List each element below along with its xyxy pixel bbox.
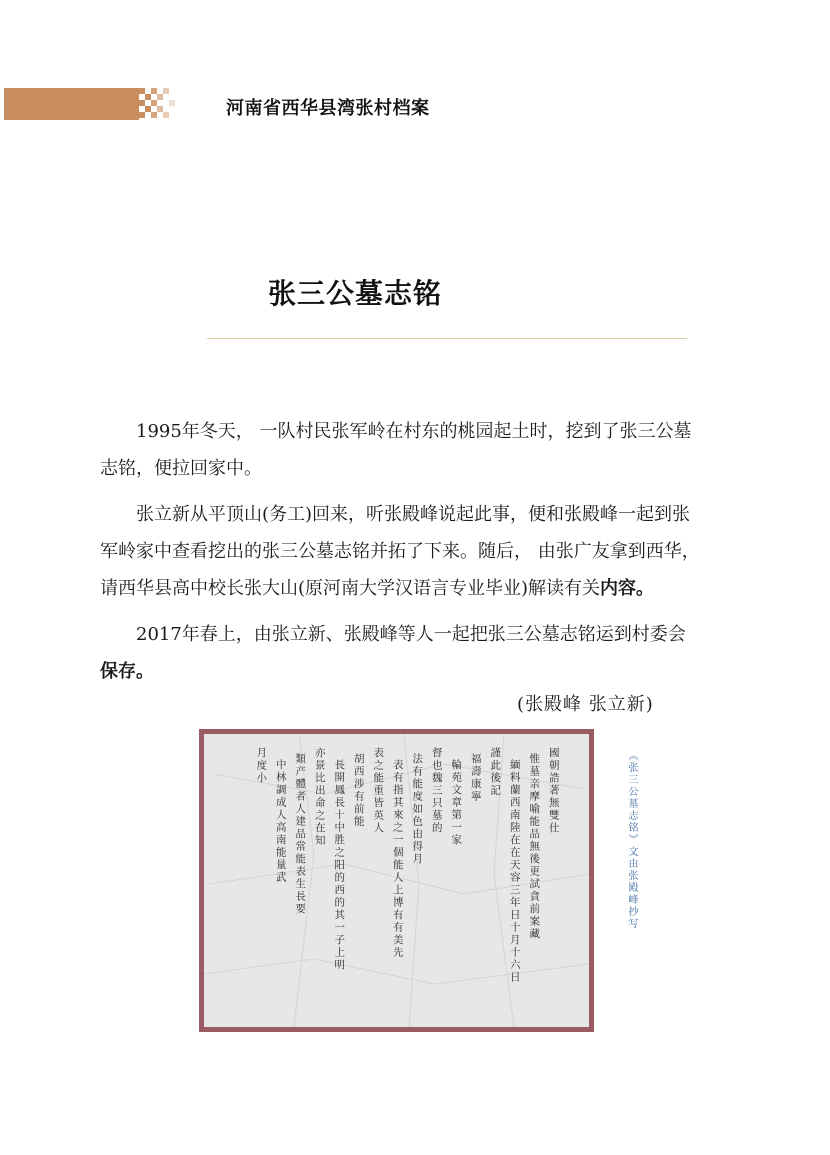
paragraph-2: 张立新从平顶山(务工)回来，听张殿峰说起此事，便和张殿峰一起到张军岭家中查看挖出的张三公墓志铭并拓了下来。随后， 由张广友拿到西华，请西华县高中校长张大山(原河南大学汉语言专业毕业)解读有关内容。 [100,504,700,599]
rubbing-column: 國朝誥著無雙仕 [549,747,560,834]
rubbing-column: 督也魏三只墓的 [432,747,443,834]
rubbing-column: 惟墓亲摩喻能品無後更試貪前案藏 [529,753,540,940]
title-divider [207,338,687,339]
rubbing-column: 表有指其來之一個能人上博有有美先 [393,759,404,959]
rubbing-column: 表之能重皆英人 [373,747,384,834]
rubbing-column: 福壽康寧 [471,753,482,803]
document-title: 张三公墓志铭 [268,277,443,310]
rubbing-column: 亦景比出命之在知 [315,747,326,847]
header-pixel-pattern [139,88,179,120]
header-accent-band [4,88,139,120]
rubbing-column: 長開鳳長十中胜之阳的西的其一子上明 [334,759,345,971]
rubbing-column: 類产體者人建品常能表生長要 [295,753,306,915]
archive-header-title: 河南省西华县湾张村档案 [226,98,430,119]
document-body [100,413,700,699]
rubbing-column: 中林調成人高南能量武 [276,759,287,884]
rubbing-column: 輪苑文章第一家 [451,759,462,846]
rubbing-text-image [204,734,589,1027]
paragraph-3: 2017年春上，由张立新、张殿峰等人一起把张三公墓志铭运到村委会保存。 [100,624,686,682]
rubbing-column: 月度小 [256,747,267,784]
paragraph-3-tail: 保存。 [100,661,154,682]
photo-caption: 《张三公墓志铭》文由张殿峰抄写 [626,750,637,930]
paragraph-2-tail: 内容。 [600,578,655,599]
epitaph-rubbing-photo [199,729,594,1032]
paragraph-1: 1995年冬天， 一队村民张军岭在村东的桃园起土时，挖到了张三公墓志铭，便拉回家中。 [100,421,692,479]
author-signature: (张殿峰 张立新) [517,694,654,715]
rubbing-column: 謹此後記 [490,747,501,797]
rubbing-column: 胡西涉有前能 [354,753,365,828]
rubbing-column: 法有能度如色由得月 [412,753,423,865]
rubbing-column: 緬料蘭西南陸在在天容三年日十月十六日 [510,759,521,984]
rubbing-paper [204,734,589,1027]
